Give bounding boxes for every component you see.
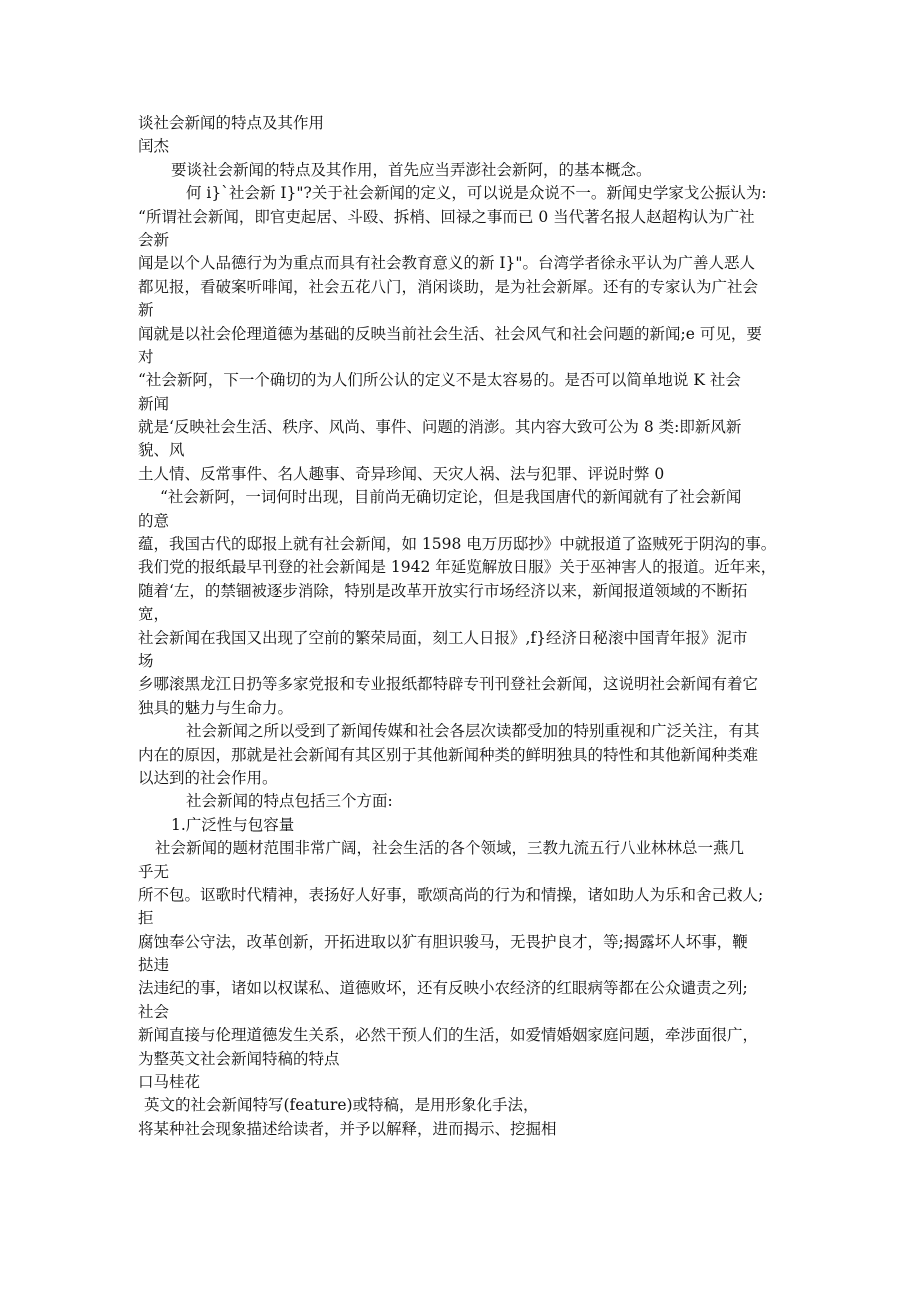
text-line: 我们党的报纸最早刊登的社会新闻是 1942 年延览解放日服》关于巫神害人的报道。近年来， [138, 558, 777, 577]
text-line: 所不包。讴歌时代精神，表扬好人好事，歌颂高尚的行为和情操，诸如助人为乐和舍己救人; [138, 885, 764, 904]
text-line: 闰杰 [138, 137, 170, 156]
text-line: 对 [138, 347, 154, 366]
text-line: 要谈社会新闻的特点及其作用，首先应当弄澎社会新阿，的基本概念。 [171, 160, 652, 179]
text-line: 貌、风 [138, 441, 185, 460]
text-line: 法违纪的事，诸如以权谋私、道德败坏，还有反映小农经济的红眼病等都在公众谴责之列; [138, 979, 748, 998]
text-line: 拒 [138, 909, 154, 928]
text-line: 腐蚀奉公守法，改革创新，开拓进取以犷有胆识骏马，无畏护良才，等;揭露坏人坏事，鞭 [138, 932, 748, 951]
text-line: “所谓社会新闻，即官吏起居、斗殴、拆梢、回禄之事而已 0 当代著名报人赵超构认为广社 [138, 207, 755, 226]
text-line: 口马桂花 [138, 1073, 201, 1092]
text-line: 的意 [138, 511, 170, 530]
text-line: 乎无 [138, 862, 170, 881]
text-line: 场 [138, 651, 154, 670]
text-line: 社会新闻的特点包括三个方面: [186, 792, 393, 811]
text-line: 独具的魅力与生命力。 [138, 698, 294, 717]
text-line: 宽， [138, 605, 170, 624]
text-line: 谈社会新闻的特点及其作用 [138, 114, 325, 132]
text-line: 新闻 [138, 394, 170, 413]
text-line: “社会新阿，下一个确切的为人们所公认的定义不是太容易的。是否可以简单地说 K 社会 [138, 371, 741, 390]
text-line: 英文的社会新闻特写(feature)或特稿，是用形象化手法， [144, 1096, 539, 1115]
text-line: 社会新闻之所以受到了新闻传媒和社会各层次读都受加的特别重视和广泛关注，有其 [186, 722, 760, 741]
text-line: 内在的原因，那就是社会新闻有其区别于其他新闻种类的鲜明独具的特性和其他新闻种类难 [138, 745, 759, 764]
text-line: 随着‘左，的禁锢被逐步消除，特别是改革开放实行市场经济以来，新闻报道领域的不断拓 [138, 581, 748, 600]
text-line: 将某种社会现象描述给读者，并予以解释，进而揭示、挖掘相 [138, 1119, 557, 1138]
text-line: “社会新阿，一词何时出现，目前尚无确切定论，但是我国唐代的新闻就有了社会新闻 [160, 488, 742, 507]
text-line: 乡哪滚黑龙江日扔等多家党报和专业报纸都特辟专刊刊登社会新闻，这说明社会新闻有着它 [138, 675, 759, 694]
document-page [0, 112, 920, 1141]
text-line: 何 i}`社会新 I}"?关于社会新闻的定义，可以说是众说不一。新闻史学家戈公振认为: [186, 184, 767, 203]
text-line: 为整英文社会新闻特稿的特点 [138, 1049, 340, 1068]
text-line: 就是‘反映社会生活、秩序、风尚、事件、问题的消澎。其内容大致可公为 8 类:即新风新 [138, 418, 742, 437]
text-line: 闻就是以社会伦理道德为基础的反映当前社会生活、社会风气和社会问题的新闻;e 可见，要 [138, 324, 762, 343]
text-line: 新 [138, 301, 154, 320]
text-line: 社会 [138, 1002, 170, 1021]
text-line: 土人情、反常事件、名人趣事、奇异珍闻、天灾人祸、法与犯罪、评说时弊 0 [138, 464, 665, 483]
text-line: 社会新闻的题材范围非常广阔，社会生活的各个领域，三教九流五行八业林林总一燕几 [155, 839, 745, 858]
text-line: 新闻直接与伦理道德发生关系，必然干预人们的生活，如爱情婚姻家庭问题，牵涉面很广， [138, 1026, 759, 1045]
text-line: 都见报，看破案听啡闻，社会五花八门，消闲谈助，是为社会新犀。还有的专家认为广社会 [138, 277, 759, 296]
text-line: 闻是以个人品德行为为重点而具有社会教育意义的新 I}"。台湾学者徐永平认为广善人恶人 [138, 254, 756, 273]
text-line: 社会新闻在我国又出现了空前的繁荣局面，刻工人日报》,f}经济日秘滚中国青年报》泥市 [138, 628, 748, 647]
text-line: 以达到的社会作用。 [138, 768, 278, 787]
text-line: 会新 [138, 230, 170, 249]
text-line: 挞违 [138, 956, 170, 975]
text-line: 蕴，我国古代的邸报上就有社会新闻，如 1598 电万历邸抄》中就报道了盗贼死于阴沟的事。 [138, 535, 777, 554]
text-line: 1.广泛性与包容量 [171, 815, 295, 834]
